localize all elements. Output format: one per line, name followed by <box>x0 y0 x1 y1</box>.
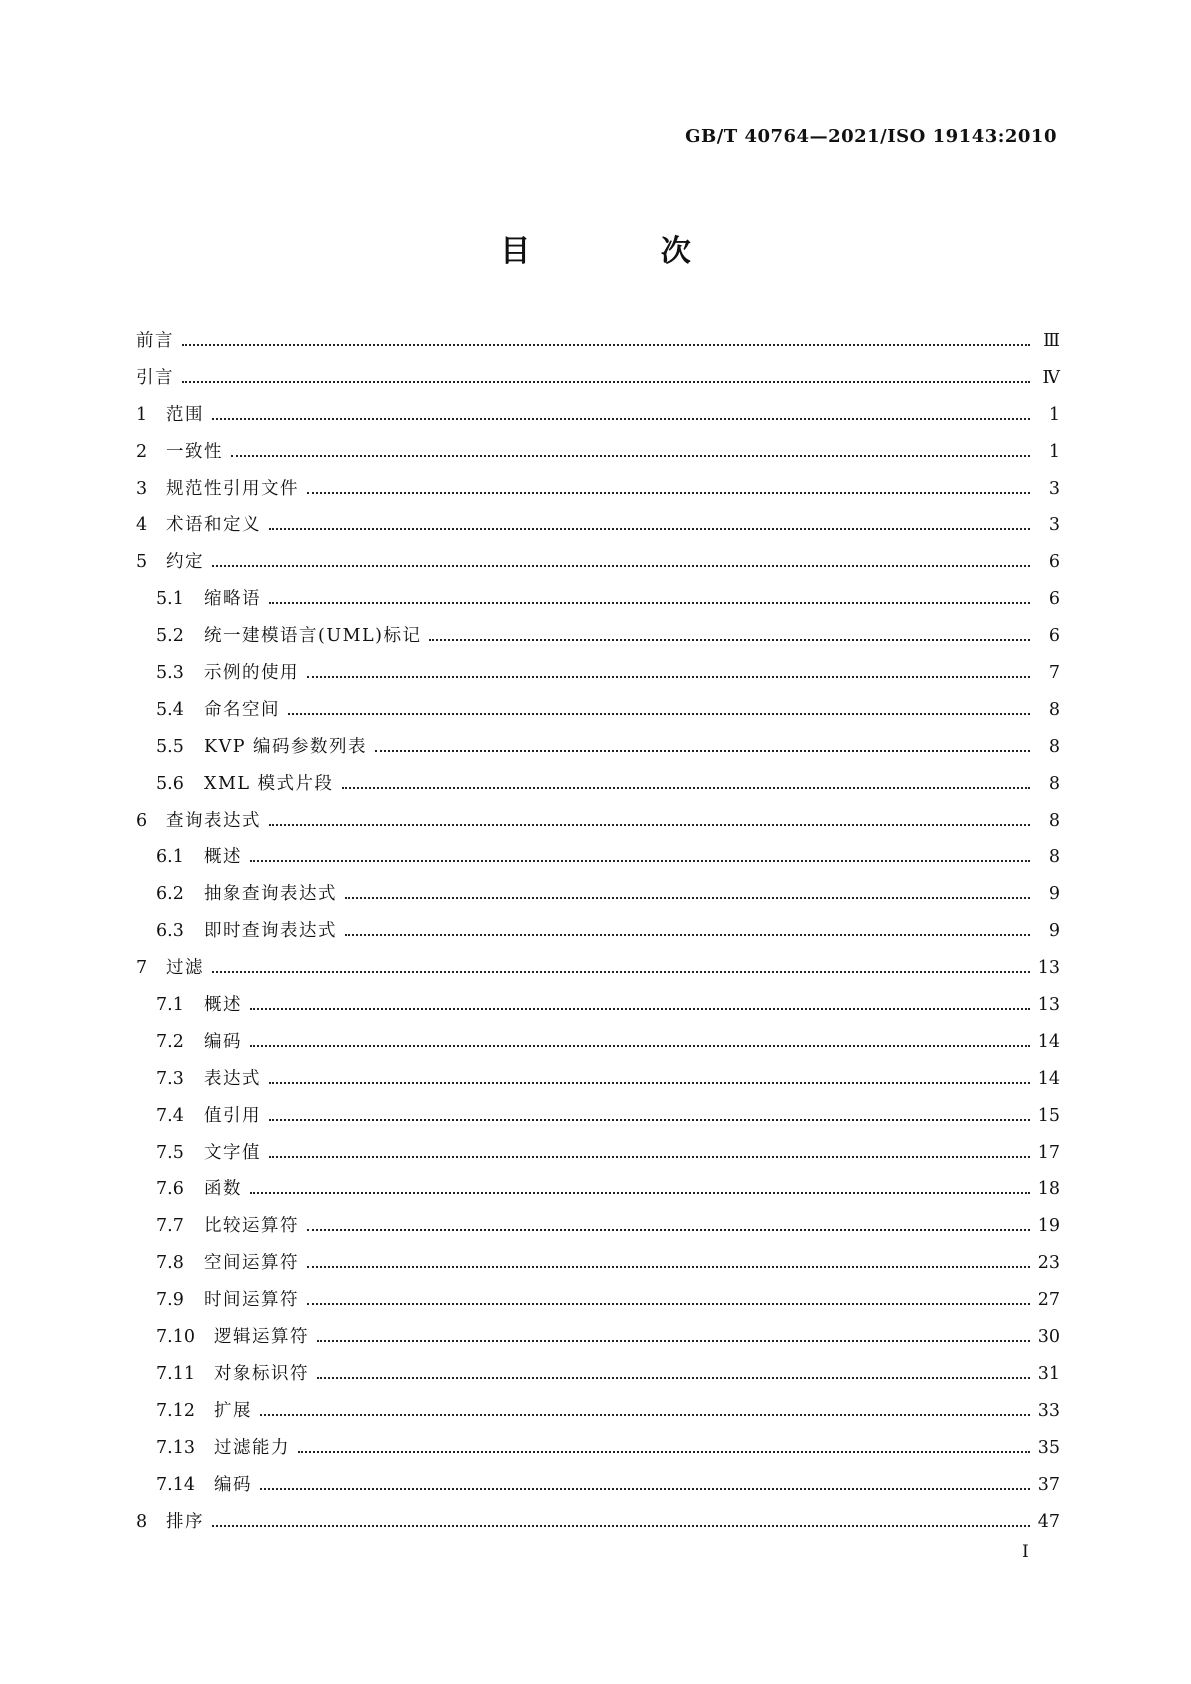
toc-entry[interactable] <box>136 917 1060 954</box>
toc-entry-page: 30 <box>1037 1327 1060 1348</box>
toc-entry-number: 7 <box>136 958 148 979</box>
toc-entry-number: 5 <box>136 552 148 573</box>
toc-entry-number: 5.3 <box>156 663 184 684</box>
toc-entry-page: 37 <box>1037 1474 1060 1495</box>
toc-entry[interactable] <box>136 1028 1060 1065</box>
toc-entry-label: 时间运算符 <box>204 1290 299 1311</box>
dot-leader <box>250 860 1030 862</box>
toc-entry-label: 空间运算符 <box>204 1253 299 1274</box>
toc-entry[interactable] <box>136 622 1060 659</box>
toc-entry[interactable] <box>136 1323 1060 1360</box>
toc-entry-number: 7.9 <box>156 1290 184 1311</box>
toc-entry[interactable] <box>136 696 1060 733</box>
toc-entry-label: 即时查询表达式 <box>204 921 337 942</box>
toc-entry-label: 统一建模语言(UML)标记 <box>204 626 422 647</box>
toc-entry-page: 27 <box>1037 1290 1060 1311</box>
toc-entry-label: 逻辑运算符 <box>214 1327 309 1348</box>
toc-entry-page: 9 <box>1048 884 1060 905</box>
toc-entry[interactable] <box>136 1102 1060 1139</box>
dot-leader <box>317 1377 1030 1379</box>
toc-entry-number: 7.7 <box>156 1216 184 1237</box>
toc-entry-page: 18 <box>1037 1179 1060 1200</box>
toc-entry-page: 7 <box>1048 663 1060 684</box>
toc-entry[interactable] <box>136 585 1060 622</box>
toc-entry[interactable] <box>136 954 1060 991</box>
dot-leader <box>269 824 1030 826</box>
toc-entry[interactable] <box>136 1249 1060 1286</box>
page-title: 目 次 <box>500 234 751 269</box>
toc-entry-label: 规范性引用文件 <box>166 478 299 499</box>
dot-leader <box>307 492 1030 494</box>
toc-entry-number: 7.5 <box>156 1142 184 1163</box>
dot-leader <box>317 1340 1030 1342</box>
toc-entry-label: 概述 <box>204 995 242 1016</box>
dot-leader <box>250 1008 1030 1010</box>
toc-entry-label: 表达式 <box>204 1068 261 1089</box>
toc-entry-number: 8 <box>136 1511 148 1532</box>
page-number: I <box>1022 1542 1029 1562</box>
toc-entry-label: 抽象查询表达式 <box>204 884 337 905</box>
dot-leader <box>342 787 1030 789</box>
toc-entry-number: 1 <box>136 404 148 425</box>
toc-entry-number: 7.8 <box>156 1253 184 1274</box>
toc-entry-page: 14 <box>1037 1031 1060 1052</box>
toc-entry-label: 查询表达式 <box>166 810 261 831</box>
dot-leader <box>260 1414 1030 1416</box>
dot-leader <box>307 1229 1030 1231</box>
toc-entry-number: 5.4 <box>156 699 184 720</box>
toc-entry-label: 引言 <box>136 367 174 388</box>
toc-entry-page: 8 <box>1048 699 1060 720</box>
toc-entry[interactable] <box>136 807 1060 844</box>
toc-entry-page: 1 <box>1048 441 1060 462</box>
toc-entry[interactable] <box>136 1065 1060 1102</box>
toc-entry-number: 7.6 <box>156 1179 184 1200</box>
toc-entry[interactable] <box>136 1434 1060 1471</box>
dot-leader <box>250 1045 1030 1047</box>
dot-leader <box>212 565 1030 567</box>
toc-entry-number: 7.14 <box>156 1474 195 1495</box>
toc-entry-label: KVP 编码参数列表 <box>204 736 368 757</box>
toc-entry-page: 1 <box>1048 404 1060 425</box>
toc-entry[interactable] <box>136 1471 1060 1508</box>
toc-entry-page: 13 <box>1037 995 1060 1016</box>
table-of-contents <box>136 327 1060 1544</box>
toc-entry-page: 31 <box>1037 1363 1060 1384</box>
toc-entry-page: 15 <box>1037 1105 1060 1126</box>
toc-entry-number: 7.1 <box>156 995 184 1016</box>
toc-entry-page: 14 <box>1037 1068 1060 1089</box>
toc-entry-number: 5.1 <box>156 589 184 610</box>
toc-entry-number: 6.1 <box>156 847 184 868</box>
dot-leader <box>307 1266 1030 1268</box>
toc-entry[interactable] <box>136 770 1060 807</box>
toc-entry[interactable] <box>136 1139 1060 1176</box>
dot-leader <box>182 381 1030 383</box>
toc-entry-label: 排序 <box>166 1511 204 1532</box>
dot-leader <box>212 418 1030 420</box>
toc-entry-page: 35 <box>1037 1437 1060 1458</box>
toc-entry-page: 8 <box>1048 736 1060 757</box>
toc-entry-page: 9 <box>1048 921 1060 942</box>
toc-entry[interactable] <box>136 659 1060 696</box>
toc-entry-page: Ⅳ <box>1042 367 1060 388</box>
toc-entry-label: 函数 <box>204 1179 242 1200</box>
toc-entry-page: 47 <box>1037 1511 1060 1532</box>
dot-leader <box>345 897 1030 899</box>
dot-leader <box>269 528 1030 530</box>
toc-entry[interactable] <box>136 548 1060 585</box>
toc-entry[interactable] <box>136 1508 1060 1545</box>
toc-entry-label: 命名空间 <box>204 699 280 720</box>
toc-entry[interactable] <box>136 364 1060 401</box>
toc-entry[interactable] <box>136 475 1060 512</box>
toc-entry-label: 缩略语 <box>204 589 261 610</box>
toc-entry-page: 6 <box>1048 626 1060 647</box>
toc-entry-page: 8 <box>1048 847 1060 868</box>
dot-leader <box>375 750 1030 752</box>
toc-entry[interactable] <box>136 733 1060 770</box>
toc-entry-number: 7.10 <box>156 1327 195 1348</box>
dot-leader <box>269 1119 1030 1121</box>
dot-leader <box>260 1488 1030 1490</box>
toc-entry-number: 7.13 <box>156 1437 195 1458</box>
toc-entry-number: 6.2 <box>156 884 184 905</box>
toc-entry-label: 过滤 <box>166 958 204 979</box>
toc-entry[interactable] <box>136 1175 1060 1212</box>
toc-entry-label: 值引用 <box>204 1105 261 1126</box>
dot-leader <box>231 455 1030 457</box>
toc-entry[interactable] <box>136 438 1060 475</box>
toc-entry[interactable] <box>136 401 1060 438</box>
dot-leader <box>269 602 1030 604</box>
toc-entry-label: 过滤能力 <box>214 1437 290 1458</box>
toc-entry-number: 5.2 <box>156 626 184 647</box>
toc-entry[interactable] <box>136 1397 1060 1434</box>
dot-leader <box>212 971 1030 973</box>
toc-entry-page: 17 <box>1037 1142 1060 1163</box>
toc-entry-number: 3 <box>136 478 148 499</box>
toc-entry-page: 13 <box>1037 958 1060 979</box>
toc-entry-number: 7.4 <box>156 1105 184 1126</box>
toc-entry-page: Ⅲ <box>1043 331 1060 351</box>
standard-code: GB/T 40764—2021/ISO 19143:2010 <box>685 126 1057 147</box>
toc-entry-page: 23 <box>1037 1253 1060 1274</box>
toc-entry[interactable] <box>136 991 1060 1028</box>
toc-entry-page: 3 <box>1048 478 1060 499</box>
dot-leader <box>250 1192 1030 1194</box>
toc-entry-number: 5.6 <box>156 773 184 794</box>
dot-leader <box>269 1156 1030 1158</box>
toc-entry[interactable] <box>136 1212 1060 1249</box>
dot-leader <box>212 1525 1030 1527</box>
dot-leader <box>298 1451 1030 1453</box>
dot-leader <box>429 639 1030 641</box>
toc-entry-number: 4 <box>136 515 148 536</box>
toc-entry-number: 6 <box>136 810 148 831</box>
toc-entry[interactable] <box>136 1360 1060 1397</box>
toc-entry-label: 编码 <box>214 1474 252 1495</box>
toc-entry-label: 概述 <box>204 847 242 868</box>
toc-entry-label: 对象标识符 <box>214 1363 309 1384</box>
toc-entry-label: 比较运算符 <box>204 1216 299 1237</box>
toc-entry-number: 7.2 <box>156 1031 184 1052</box>
dot-leader <box>269 1082 1030 1084</box>
dot-leader <box>307 676 1030 678</box>
toc-entry-page: 6 <box>1048 552 1060 573</box>
dot-leader <box>307 1303 1030 1305</box>
toc-entry-label: 范围 <box>166 404 204 425</box>
toc-entry-label: 约定 <box>166 552 204 573</box>
toc-entry-number: 6.3 <box>156 921 184 942</box>
toc-entry-number: 7.3 <box>156 1068 184 1089</box>
toc-entry-label: 前言 <box>136 331 174 351</box>
toc-entry[interactable] <box>136 511 1060 548</box>
toc-entry-label: 编码 <box>204 1031 242 1052</box>
toc-entry[interactable] <box>136 843 1060 880</box>
dot-leader <box>345 934 1030 936</box>
toc-entry-page: 8 <box>1048 773 1060 794</box>
toc-entry-number: 7.12 <box>156 1400 195 1421</box>
toc-entry[interactable] <box>136 880 1060 917</box>
toc-entry-label: XML 模式片段 <box>204 773 334 794</box>
toc-entry[interactable] <box>136 327 1060 364</box>
toc-entry-label: 术语和定义 <box>166 515 261 536</box>
toc-entry-label: 示例的使用 <box>204 663 299 684</box>
toc-entry-page: 19 <box>1037 1216 1060 1237</box>
dot-leader <box>182 344 1030 346</box>
toc-entry-page: 8 <box>1048 810 1060 831</box>
toc-entry-page: 33 <box>1037 1400 1060 1421</box>
toc-entry-number: 7.11 <box>156 1363 195 1384</box>
toc-entry-label: 扩展 <box>214 1400 252 1421</box>
dot-leader <box>288 713 1030 715</box>
toc-entry-page: 6 <box>1048 589 1060 610</box>
toc-entry-number: 5.5 <box>156 736 184 757</box>
toc-entry-page: 3 <box>1048 515 1060 536</box>
toc-entry-number: 2 <box>136 441 148 462</box>
toc-entry[interactable] <box>136 1286 1060 1323</box>
toc-entry-label: 一致性 <box>166 441 223 462</box>
toc-entry-label: 文字值 <box>204 1142 261 1163</box>
